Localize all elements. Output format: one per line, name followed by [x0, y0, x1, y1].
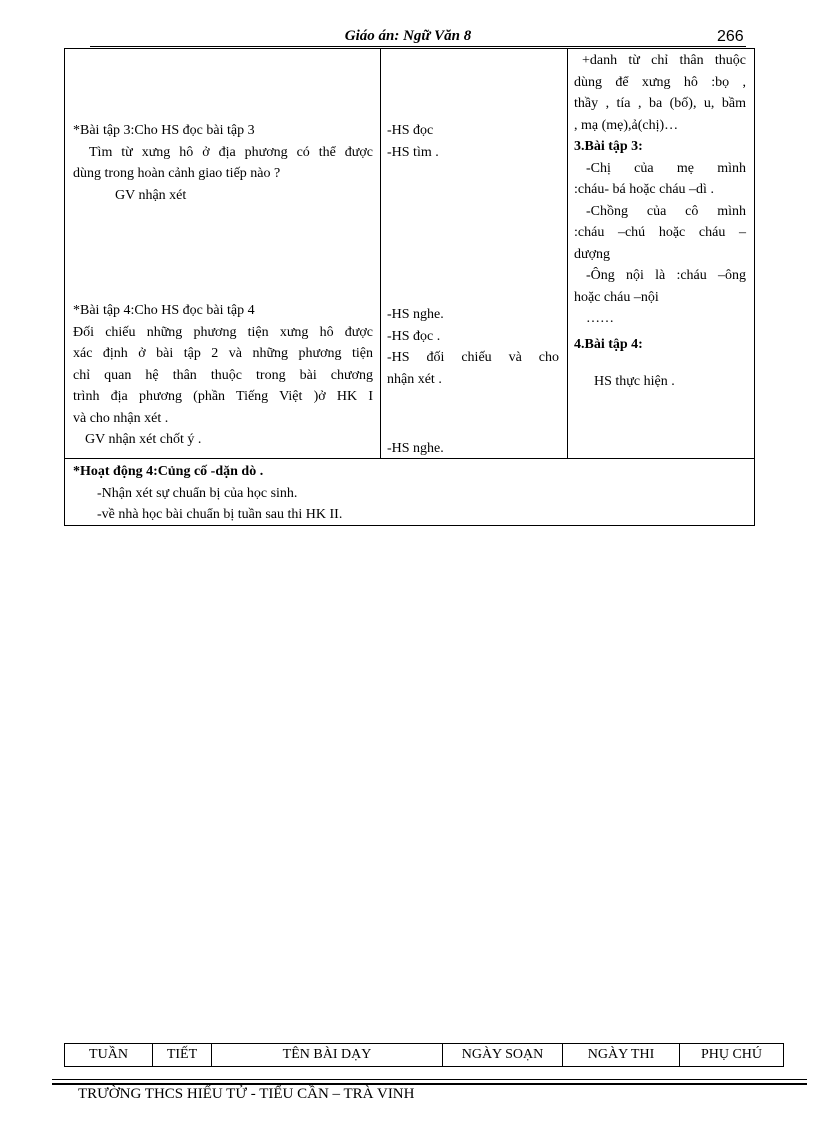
activity4-line: -Nhận xét sự chuẩn bị của học sinh. — [97, 485, 298, 501]
content-line: dùng để xưng hô :bọ , — [574, 74, 746, 90]
student-action: -HS đọc — [387, 123, 434, 138]
content-line: :cháu- bá hoặc cháu –dì . — [574, 182, 714, 197]
footer-rule-thick — [52, 1083, 807, 1085]
student-column-ex4 — [387, 304, 559, 390]
student-action: -HS tìm . — [387, 144, 439, 160]
ex4-line: Đối chiếu những phương tiện xưng hô được — [73, 324, 373, 340]
student-action: -HS nghe. — [387, 307, 444, 322]
content-line: -Chị của mẹ mình — [586, 160, 746, 176]
content-line: :cháu –chú hoặc cháu – — [574, 225, 746, 240]
student-action: nhận xét . — [387, 371, 442, 387]
ex3-line: dùng trong hoàn cảnh giao tiếp nào ? — [73, 166, 281, 181]
footer-col-lesson-name: TÊN BÀI DẠY — [212, 1044, 443, 1066]
ex4-gv-comment: GV nhận xét chốt ý . — [85, 432, 202, 447]
content-ellipsis: …… — [586, 311, 614, 326]
footer-col-prepare-date: NGÀY SOẠN — [443, 1044, 563, 1066]
teacher-column-ex4 — [73, 300, 373, 451]
activity4-row — [73, 461, 743, 526]
content-line: HS thực hiện . — [594, 374, 675, 389]
student-column-ex3 — [387, 120, 559, 163]
student-column-end — [387, 438, 559, 460]
lesson-table — [64, 48, 755, 526]
content-line: -Ông nội là :cháu –ông — [586, 268, 746, 283]
footer-col-notes: PHỤ CHÚ — [700, 1047, 763, 1062]
footer-col-exam-date: NGÀY THI — [563, 1044, 680, 1066]
footer-col-week: TUẦN — [65, 1044, 153, 1066]
school-name: TRƯỜNG THCS HIẾU TỬ - TIỂU CẦN – TRÀ VINH — [78, 1086, 415, 1102]
content-line: -Chồng của cô mình — [586, 203, 746, 219]
content-line: thầy , tía , ba (bố), u, bầm — [574, 96, 746, 111]
content-line: , mạ (mẹ),ả(chị)… — [574, 117, 679, 133]
student-action: -HS đọc . — [387, 328, 441, 344]
column-divider-1 — [380, 49, 381, 459]
ex4-line: và cho nhận xét . — [73, 410, 169, 426]
ex4-heading: 4.Bài tập 4: — [574, 336, 643, 352]
footer-rule-thin — [52, 1079, 807, 1080]
content-column — [574, 50, 746, 393]
activity4-line: -về nhà học bài chuẩn bị tuần sau thi HK II. — [97, 507, 343, 522]
student-action: -HS đối chiếu và cho — [387, 350, 559, 365]
content-line: hoặc cháu –nội — [574, 289, 659, 305]
page-number: 266 — [717, 28, 744, 45]
ex3-gv-comment: GV nhận xét — [115, 187, 187, 203]
header-rule — [90, 46, 746, 47]
footer-col-period: TIẾT — [153, 1044, 212, 1066]
student-action: -HS nghe. — [387, 441, 444, 456]
content-line: dượng — [574, 246, 610, 262]
ex4-title: *Bài tập 4:Cho HS đọc bài tập 4 — [73, 303, 255, 318]
ex4-line: trình địa phương (phần Tiếng Việt )ở HK I — [73, 389, 373, 404]
page-header-title: Giáo án: Ngữ Văn 8 — [344, 28, 472, 44]
column-divider-2 — [567, 49, 568, 459]
activity4-title: *Hoạt động 4:Củng cố -dặn dò . — [73, 464, 264, 479]
ex4-line: chỉ quan hệ thân thuộc trong bài chương — [73, 367, 373, 383]
teacher-column-ex3 — [73, 120, 373, 206]
ex3-title: *Bài tập 3:Cho HS đọc bài tập 3 — [73, 123, 255, 138]
ex3-line: Tìm từ xưng hô ở địa phương có thể được — [89, 144, 373, 160]
footer-table — [64, 1043, 784, 1067]
content-line: +danh từ chỉ thân thuộc — [582, 53, 746, 68]
ex4-line: xác định ở bài tập 2 và những phương tiện — [73, 346, 373, 361]
ex3-heading: 3.Bài tập 3: — [574, 139, 643, 154]
